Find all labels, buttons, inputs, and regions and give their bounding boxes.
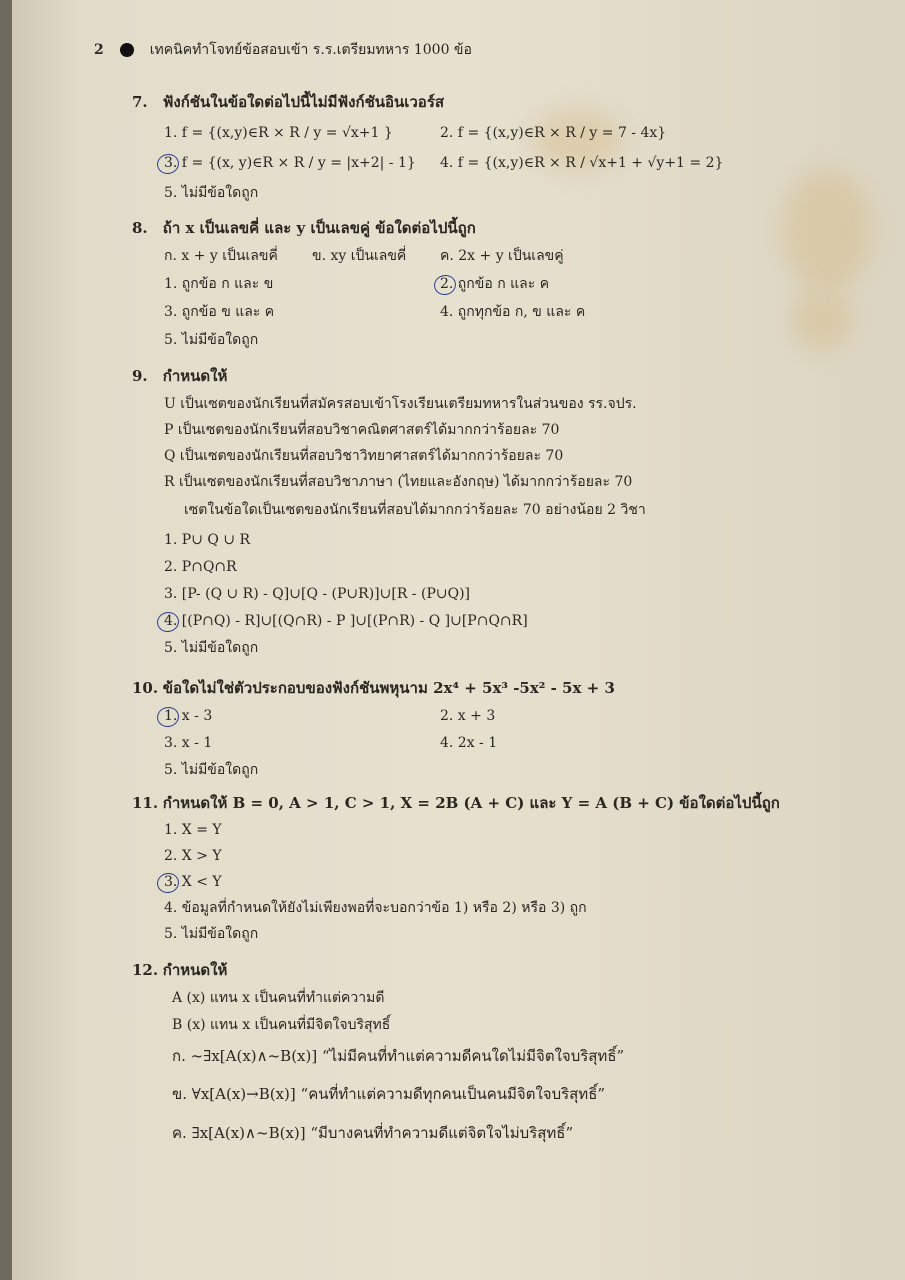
option: 3. f = {(x, y)∈R × R / y = |x+2| - 1} (164, 155, 416, 171)
question-10 (132, 678, 615, 698)
book-page (12, 0, 905, 1280)
option: 3. [P- (Q ∪ R) - Q]∪[Q - (P∪R)]∪[R - (P∪Q)] (164, 586, 471, 602)
book-title: เทคนิคทำโจทย์ข้อสอบเข้า ร.ร.เตรียมทหาร 1000 ข้อ (149, 42, 472, 58)
question-text: กำหนดให้ (162, 367, 228, 385)
definition: A (x) แทน x เป็นคนที่ทำแต่ความดี (172, 990, 385, 1006)
definition: U เป็นเซตของนักเรียนที่สมัครสอบเข้าโรงเรียนเตรียมทหารในส่วนของ รร.จปร. (164, 396, 637, 412)
question-number: 8. (132, 219, 148, 237)
question-12 (132, 960, 227, 980)
option: 1. P∪ Q ∪ R (164, 532, 251, 548)
page-stain (782, 170, 872, 290)
option: 4. [(P∩Q) - R]∪[(Q∩R) - P ]∪[(P∩R) - Q ]∪[P∩Q∩R] (164, 613, 528, 629)
statement: ก. x + y เป็นเลขคี่ (164, 248, 278, 264)
option: 2. ถูกข้อ ก และ ค (440, 276, 550, 292)
option: 5. ไม่มีข้อใดถูก (164, 640, 259, 656)
option: 4. ถูกทุกข้อ ก, ข และ ค (440, 304, 586, 320)
option: 5. ไม่มีข้อใดถูก (164, 762, 259, 778)
page-number: 2 (94, 42, 104, 58)
option: 3. X < Y (164, 874, 222, 890)
statement: ข. ∀x[A(x)→B(x)] “คนที่ทำแต่ความดีทุกคนเป็นคนมีจิตใจบริสุทธิ์” (172, 1085, 606, 1103)
question-prompt: เซตในข้อใดเป็นเซตของนักเรียนที่สอบได้มากกว่าร้อยละ 70 อย่างน้อย 2 วิชา (184, 502, 646, 518)
question-text: กำหนดให้ (162, 961, 228, 979)
option: 5. ไม่มีข้อใดถูก (164, 332, 259, 348)
question-text: ฟังก์ชันในข้อใดต่อไปนี้ไม่มีฟังก์ชันอินเวอร์ส (162, 93, 445, 111)
option: 5. ไม่มีข้อใดถูก (164, 185, 259, 201)
option: 2. f = {(x,y)∈R × R / y = 7 - 4x} (440, 125, 667, 141)
option: 1. f = {(x,y)∈R × R / y = √x+1 } (164, 125, 393, 141)
option: 1. X = Y (164, 822, 222, 838)
definition: Q เป็นเซตของนักเรียนที่สอบวิชาวิทยาศาสตร์ได้มากกว่าร้อยละ 70 (164, 448, 564, 464)
option: 5. ไม่มีข้อใดถูก (164, 926, 259, 942)
page-header (94, 40, 472, 60)
definition: R เป็นเซตของนักเรียนที่สอบวิชาภาษา (ไทยและอังกฤษ) ได้มากกว่าร้อยละ 70 (164, 474, 633, 490)
statement: ค. 2x + y เป็นเลขคู่ (440, 248, 564, 264)
question-number: 10. (132, 679, 159, 697)
question-8 (132, 218, 476, 238)
question-number: 7. (132, 93, 148, 111)
page-stain (792, 290, 852, 350)
bullet-icon (120, 43, 134, 57)
definition: B (x) แทน x เป็นคนที่มีจิตใจบริสุทธิ์ (172, 1017, 391, 1033)
statement: ก. ~∃x[A(x)∧~B(x)] “ไม่มีคนที่ทำแต่ความดีคนใดไม่มีจิตใจบริสุทธิ์” (172, 1047, 625, 1065)
question-text: ข้อใดไม่ใช่ตัวประกอบของฟังก์ชันพหุนาม 2x⁴ + 5x³ -5x² - 5x + 3 (162, 679, 615, 697)
option: 2. x + 3 (440, 708, 496, 724)
question-number: 9. (132, 367, 148, 385)
option: 1. x - 3 (164, 708, 213, 724)
question-9 (132, 366, 227, 386)
option: 4. f = {(x,y)∈R × R / √x+1 + √y+1 = 2} (440, 155, 724, 171)
question-number: 11. (132, 794, 159, 812)
option: 2. P∩Q∩R (164, 559, 237, 575)
option: 4. ข้อมูลที่กำหนดให้ยังไม่เพียงพอที่จะบอกว่าข้อ 1) หรือ 2) หรือ 3) ถูก (164, 900, 587, 916)
question-number: 12. (132, 961, 159, 979)
definition: P เป็นเซตของนักเรียนที่สอบวิชาคณิตศาสตร์ได้มากกว่าร้อยละ 70 (164, 422, 560, 438)
statement: ค. ∃x[A(x)∧~B(x)] “มีบางคนที่ทำความดีแต่จิตใจไม่บริสุทธิ์” (172, 1124, 574, 1142)
question-text: กำหนดให้ B = 0, A > 1, C > 1, X = 2B (A + C) และ Y = A (B + C) ข้อใดต่อไปนี้ถูก (162, 794, 780, 812)
option: 4. 2x - 1 (440, 735, 498, 751)
question-11 (132, 793, 780, 813)
question-text: ถ้า x เป็นเลขคี่ และ y เป็นเลขคู่ ข้อใดต่อไปนี้ถูก (162, 219, 476, 237)
option: 3. x - 1 (164, 735, 213, 751)
question-7 (132, 92, 444, 112)
option: 3. ถูกข้อ ข และ ค (164, 304, 275, 320)
statement: ข. xy เป็นเลขคี่ (312, 248, 407, 264)
option: 2. X > Y (164, 848, 222, 864)
option: 1. ถูกข้อ ก และ ข (164, 276, 274, 292)
